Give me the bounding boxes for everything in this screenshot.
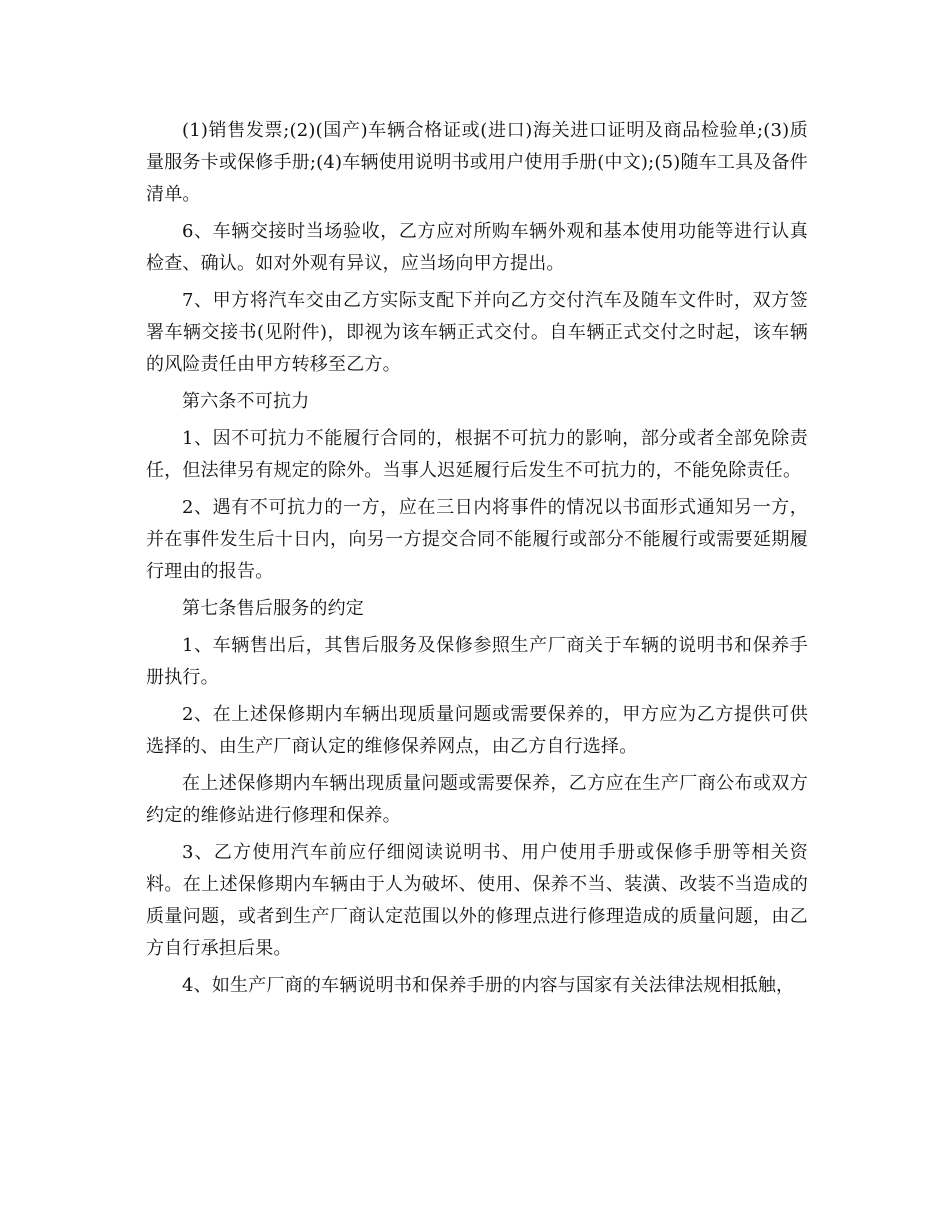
paragraph-after-sales-2: 2、在上述保修期内车辆出现质量问题或需要保养的，甲方应为乙方提供可供选择的、由生产厂商认定的维修保养网点，由乙方自行选择。	[146, 704, 808, 757]
paragraph-force-majeure-2: 2、遇有不可抗力的一方，应在三日内将事件的情况以书面形式通知另一方，并在事件发生后十日内，向另一方提交合同不能履行或部分不能履行或需要延期履行理由的报告。	[146, 497, 808, 582]
paragraph-delivery-documents: (1)销售发票;(2)(国产)车辆合格证或(进口)海关进口证明及商品检验单;(3)质量服务卡或保修手册;(4)车辆使用说明书或用户使用手册(中文);(5)随车工具及备件清单。	[146, 120, 808, 205]
paragraph-after-sales-2b: 在上述保修期内车辆出现质量问题或需要保养，乙方应在生产厂商公布或双方约定的维修站进行修理和保养。	[146, 773, 808, 826]
paragraph-after-sales-4: 4、如生产厂商的车辆说明书和保养手册的内容与国家有关法律法规相抵触，	[182, 975, 795, 996]
document-body	[146, 115, 808, 1007]
paragraph-clause-7: 7、甲方将汽车交由乙方实际支配下并向乙方交付汽车及随车文件时，双方签署车辆交接书(见附件)，即视为该车辆正式交付。自车辆正式交付之时起，该车辆的风险责任由甲方转移至乙方。	[146, 290, 808, 375]
paragraph-force-majeure-1: 1、因不可抗力不能履行合同的，根据不可抗力的影响，部分或者全部免除责任，但法律另有规定的除外。当事人迟延履行后发生不可抗力的，不能免除责任。	[146, 428, 808, 481]
paragraph-clause-6: 6、车辆交接时当场验收，乙方应对所购车辆外观和基本使用功能等进行认真检查、确认。如对外观有异议，应当场向甲方提出。	[146, 221, 808, 274]
paragraph-after-sales-3: 3、乙方使用汽车前应仔细阅读说明书、用户使用手册或保修手册等相关资料。在上述保修期内车辆由于人为破坏、使用、保养不当、装潢、改装不当造成的质量问题，或者到生产厂商认定范围以外的修理点进行修理造成的质量问题，由乙方自行承担后果。	[146, 842, 808, 959]
section-heading-force-majeure: 第六条不可抗力	[182, 391, 310, 412]
paragraph-after-sales-1: 1、车辆售出后，其售后服务及保修参照生产厂商关于车辆的说明书和保养手册执行。	[146, 635, 808, 688]
section-heading-after-sales: 第七条售后服务的约定	[182, 598, 364, 619]
